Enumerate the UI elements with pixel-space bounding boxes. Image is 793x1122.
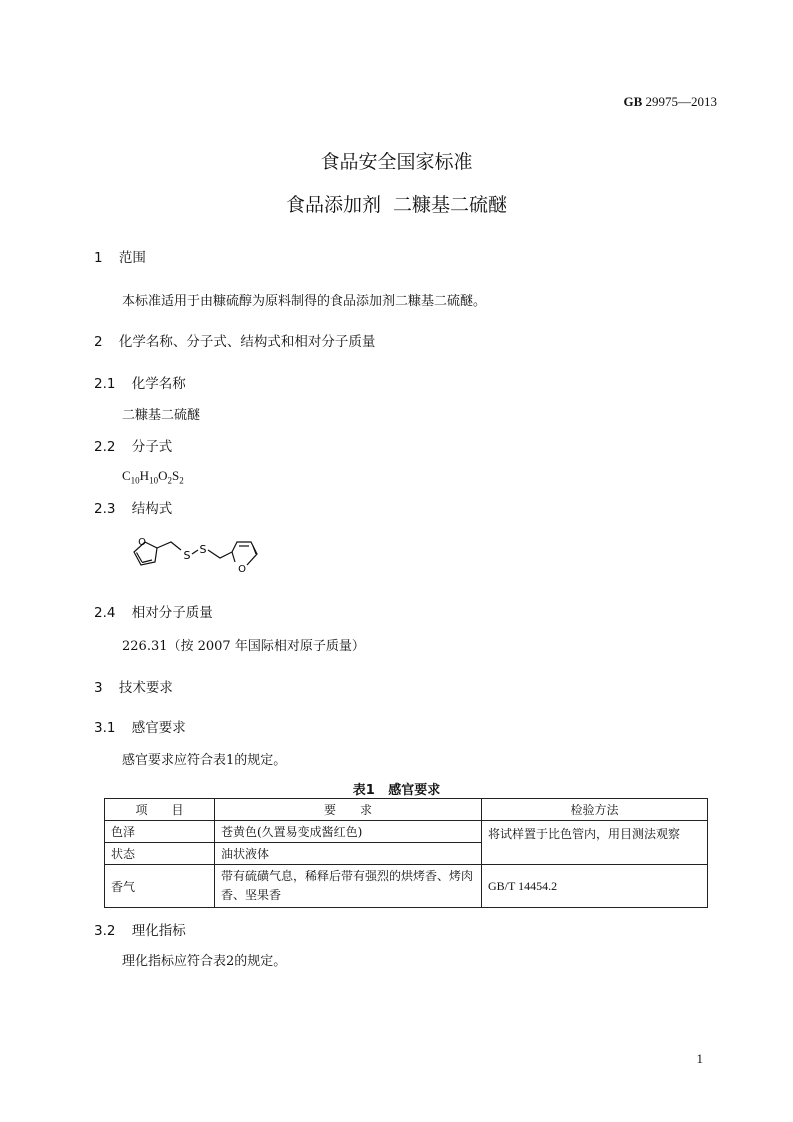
header-requirement: 要 求 (215, 799, 482, 821)
section-title: 分子式 (131, 439, 173, 455)
section-number: 2.3 (94, 501, 116, 517)
cell-requirement (215, 865, 482, 908)
section-number: 3.2 (94, 923, 116, 939)
section-1-text: 本标准适用于由糠硫醇为原料制得的食品添加剂二糠基二硫醚。 (122, 294, 487, 309)
section-title: 相对分子质量 (131, 605, 213, 621)
table-row (105, 821, 708, 843)
section-title: 化学名称、分子式、结构式和相对分子质量 (118, 334, 376, 350)
oxygen-atom-right: O (238, 564, 246, 575)
table-row (105, 865, 708, 908)
section-2-heading (94, 330, 375, 350)
table-header-row (105, 799, 708, 821)
molecular-mass: 226.31（按 2007 年国际相对原子质量） (122, 639, 365, 654)
section-number: 2 (94, 334, 103, 350)
page-number: 1 (696, 1051, 703, 1066)
section-number: 1 (94, 250, 103, 266)
sulfur-atom-2: S (199, 543, 207, 556)
molecular-formula: $C_{10}H_{10}O_2S_2$ (122, 468, 184, 486)
section-title: 感官要求 (131, 720, 186, 736)
section-title: 技术要求 (118, 680, 173, 696)
doc-title: 食品安全国家标准 (320, 151, 473, 173)
table-sensory-requirements (104, 798, 708, 908)
requirement-line: 香、坚果香 (221, 888, 282, 902)
section-number: 2.2 (94, 439, 116, 455)
section-number: 2.1 (94, 376, 116, 392)
sulfur-atom-1: S (183, 549, 191, 562)
cell-item: 香气 (105, 865, 215, 908)
cell-requirement: 苍黄色(久置易变成酱红色) (215, 821, 482, 843)
section-2-3-heading (94, 497, 172, 517)
chemical-name: 二糠基二硫醚 (122, 408, 201, 423)
header-method: 检验方法 (482, 799, 708, 821)
section-3-2-heading (94, 919, 186, 939)
standard-code (623, 94, 717, 110)
standard-prefix: GB (623, 94, 643, 109)
section-number: 3.1 (94, 720, 116, 736)
cell-method: 将试样置于比色管内，用目测法观察 (482, 821, 708, 865)
standard-number: 29975—2013 (645, 94, 717, 109)
oxygen-atom-left: O (138, 537, 146, 548)
section-3-heading (94, 676, 173, 696)
section-3-2-text: 理化指标应符合表2的规定。 (122, 954, 287, 969)
section-number: 3 (94, 680, 103, 696)
cell-method: GB/T 14454.2 (482, 865, 708, 908)
section-title: 化学名称 (131, 376, 186, 392)
section-2-1-heading (94, 372, 186, 392)
section-title: 理化指标 (131, 923, 186, 939)
structural-formula (125, 532, 275, 580)
section-3-1-heading (94, 716, 186, 736)
section-title: 范围 (118, 250, 146, 266)
requirement-line: 带有硫磺气息，稀释后带有强烈的烘烤香、烤肉 (221, 869, 474, 883)
section-title: 结构式 (131, 501, 173, 517)
section-3-1-text: 感官要求应符合表1的规定。 (122, 753, 287, 768)
section-number: 2.4 (94, 605, 116, 621)
section-2-4-heading (94, 601, 213, 621)
doc-subtitle: 食品添加剂 二糠基二硫醚 (285, 194, 508, 216)
cell-item: 色泽 (105, 821, 215, 843)
cell-requirement: 油状液体 (215, 843, 482, 865)
header-item: 项 目 (105, 799, 215, 821)
table-1-caption: 表1 感官要求 (352, 783, 441, 798)
cell-item: 状态 (105, 843, 215, 865)
section-2-2-heading (94, 435, 172, 455)
section-1-heading (94, 246, 146, 266)
